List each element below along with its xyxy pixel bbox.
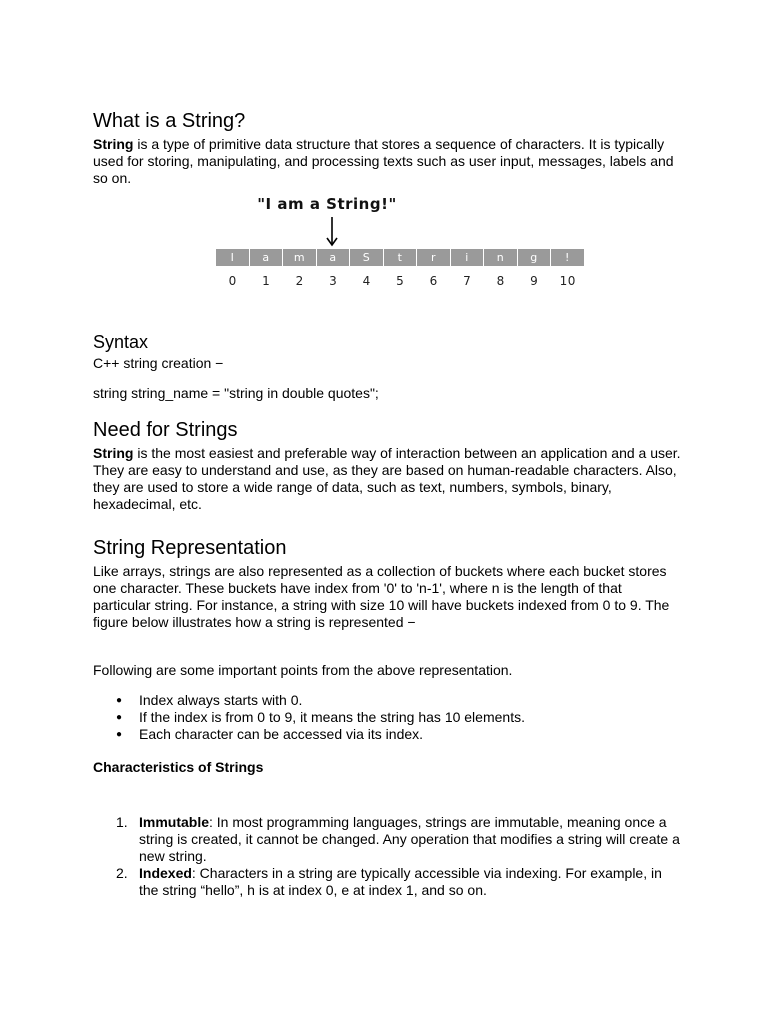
characteristic-title: Immutable	[139, 814, 210, 830]
syntax-line-1: C++ string creation −	[93, 355, 224, 371]
figure-index: 0	[228, 274, 237, 288]
characteristics-list	[93, 814, 683, 899]
characteristic-title: Indexed	[139, 865, 192, 881]
figure-cell: a	[250, 249, 284, 266]
figure-cell: n	[484, 249, 518, 266]
characteristic-text: : In most programming languages, strings are immutable, meaning once a string is created, it cannot be changed. Any operation that modifies a string will create a new string.	[139, 814, 680, 864]
figure-index: 2	[295, 274, 304, 288]
figure-index: 7	[463, 274, 472, 288]
list-item	[116, 865, 683, 899]
figure-index: 10	[559, 274, 576, 288]
figure-index: 5	[396, 274, 405, 288]
list-number: 2.	[116, 865, 128, 881]
figure-cell: !	[551, 249, 585, 266]
figure-index: 3	[329, 274, 338, 288]
string-figure	[206, 195, 586, 310]
figure-cell: g	[518, 249, 552, 266]
points-list	[93, 692, 683, 743]
figure-cell: a	[317, 249, 351, 266]
heading-string-representation: String Representation	[93, 537, 287, 559]
heading-syntax: Syntax	[93, 332, 149, 352]
list-number: 1.	[116, 814, 128, 830]
figure-index: 9	[530, 274, 539, 288]
down-arrow-icon	[326, 217, 338, 247]
characteristic-text: : Characters in a string are typically accessible via indexing. For example, in the string “hello”, h is at index 0, e at index 1, and so on.	[139, 865, 662, 898]
figure-cell: r	[417, 249, 451, 266]
figure-cell: I	[216, 249, 250, 266]
figure-index: 6	[429, 274, 438, 288]
paragraph-what-is-a-string	[93, 136, 683, 187]
list-item: ● Each character can be accessed via its index.	[139, 726, 683, 743]
figure-cell: S	[350, 249, 384, 266]
bold-term-string: String	[93, 136, 134, 152]
figure-indices	[216, 274, 585, 288]
figure-index: 8	[496, 274, 505, 288]
list-item	[116, 814, 683, 865]
text-need-for-strings: is the most easiest and preferable way of interaction between an application and a user. They are easy to understand and use, as they are based on human-readable characters. Also, they are used to store a wide range of data, such as text, numbers, symbols, binary, hexadecimal, etc.	[93, 445, 681, 512]
figure-cell: t	[384, 249, 418, 266]
document-page	[93, 106, 683, 899]
figure-cell: i	[451, 249, 485, 266]
figure-quote: "I am a String!"	[257, 195, 397, 213]
syntax-line-2: string string_name = "string in double quotes";	[93, 385, 379, 401]
figure-cells	[216, 249, 585, 266]
paragraph-string-representation: Like arrays, strings are also represented as a collection of buckets where each bucket stores one character. These buckets have index from '0' to 'n-1', where n is the length of that particular string. For instance, a string with size 10 will have buckets indexed from 0 to 9. The figure below illustrates how a string is represented −	[93, 563, 670, 630]
bold-term-string-2: String	[93, 445, 134, 461]
paragraph-need-for-strings	[93, 445, 683, 513]
figure-index: 1	[262, 274, 271, 288]
heading-what-is-a-string: What is a String?	[93, 110, 246, 132]
characteristics-title: Characteristics of Strings	[93, 759, 264, 775]
paragraph-following-points: Following are some important points from the above representation.	[93, 662, 513, 678]
figure-index: 4	[362, 274, 371, 288]
list-item: ● Index always starts with 0.	[139, 692, 683, 709]
heading-need-for-strings: Need for Strings	[93, 419, 238, 441]
list-item: ● If the index is from 0 to 9, it means the string has 10 elements.	[139, 709, 683, 726]
figure-cell: m	[283, 249, 317, 266]
heading-characteristics	[93, 759, 683, 776]
text-what-is-a-string: is a type of primitive data structure that stores a sequence of characters. It is typically used for storing, manipulating, and processing texts such as user input, messages, labels and so on.	[93, 136, 674, 186]
